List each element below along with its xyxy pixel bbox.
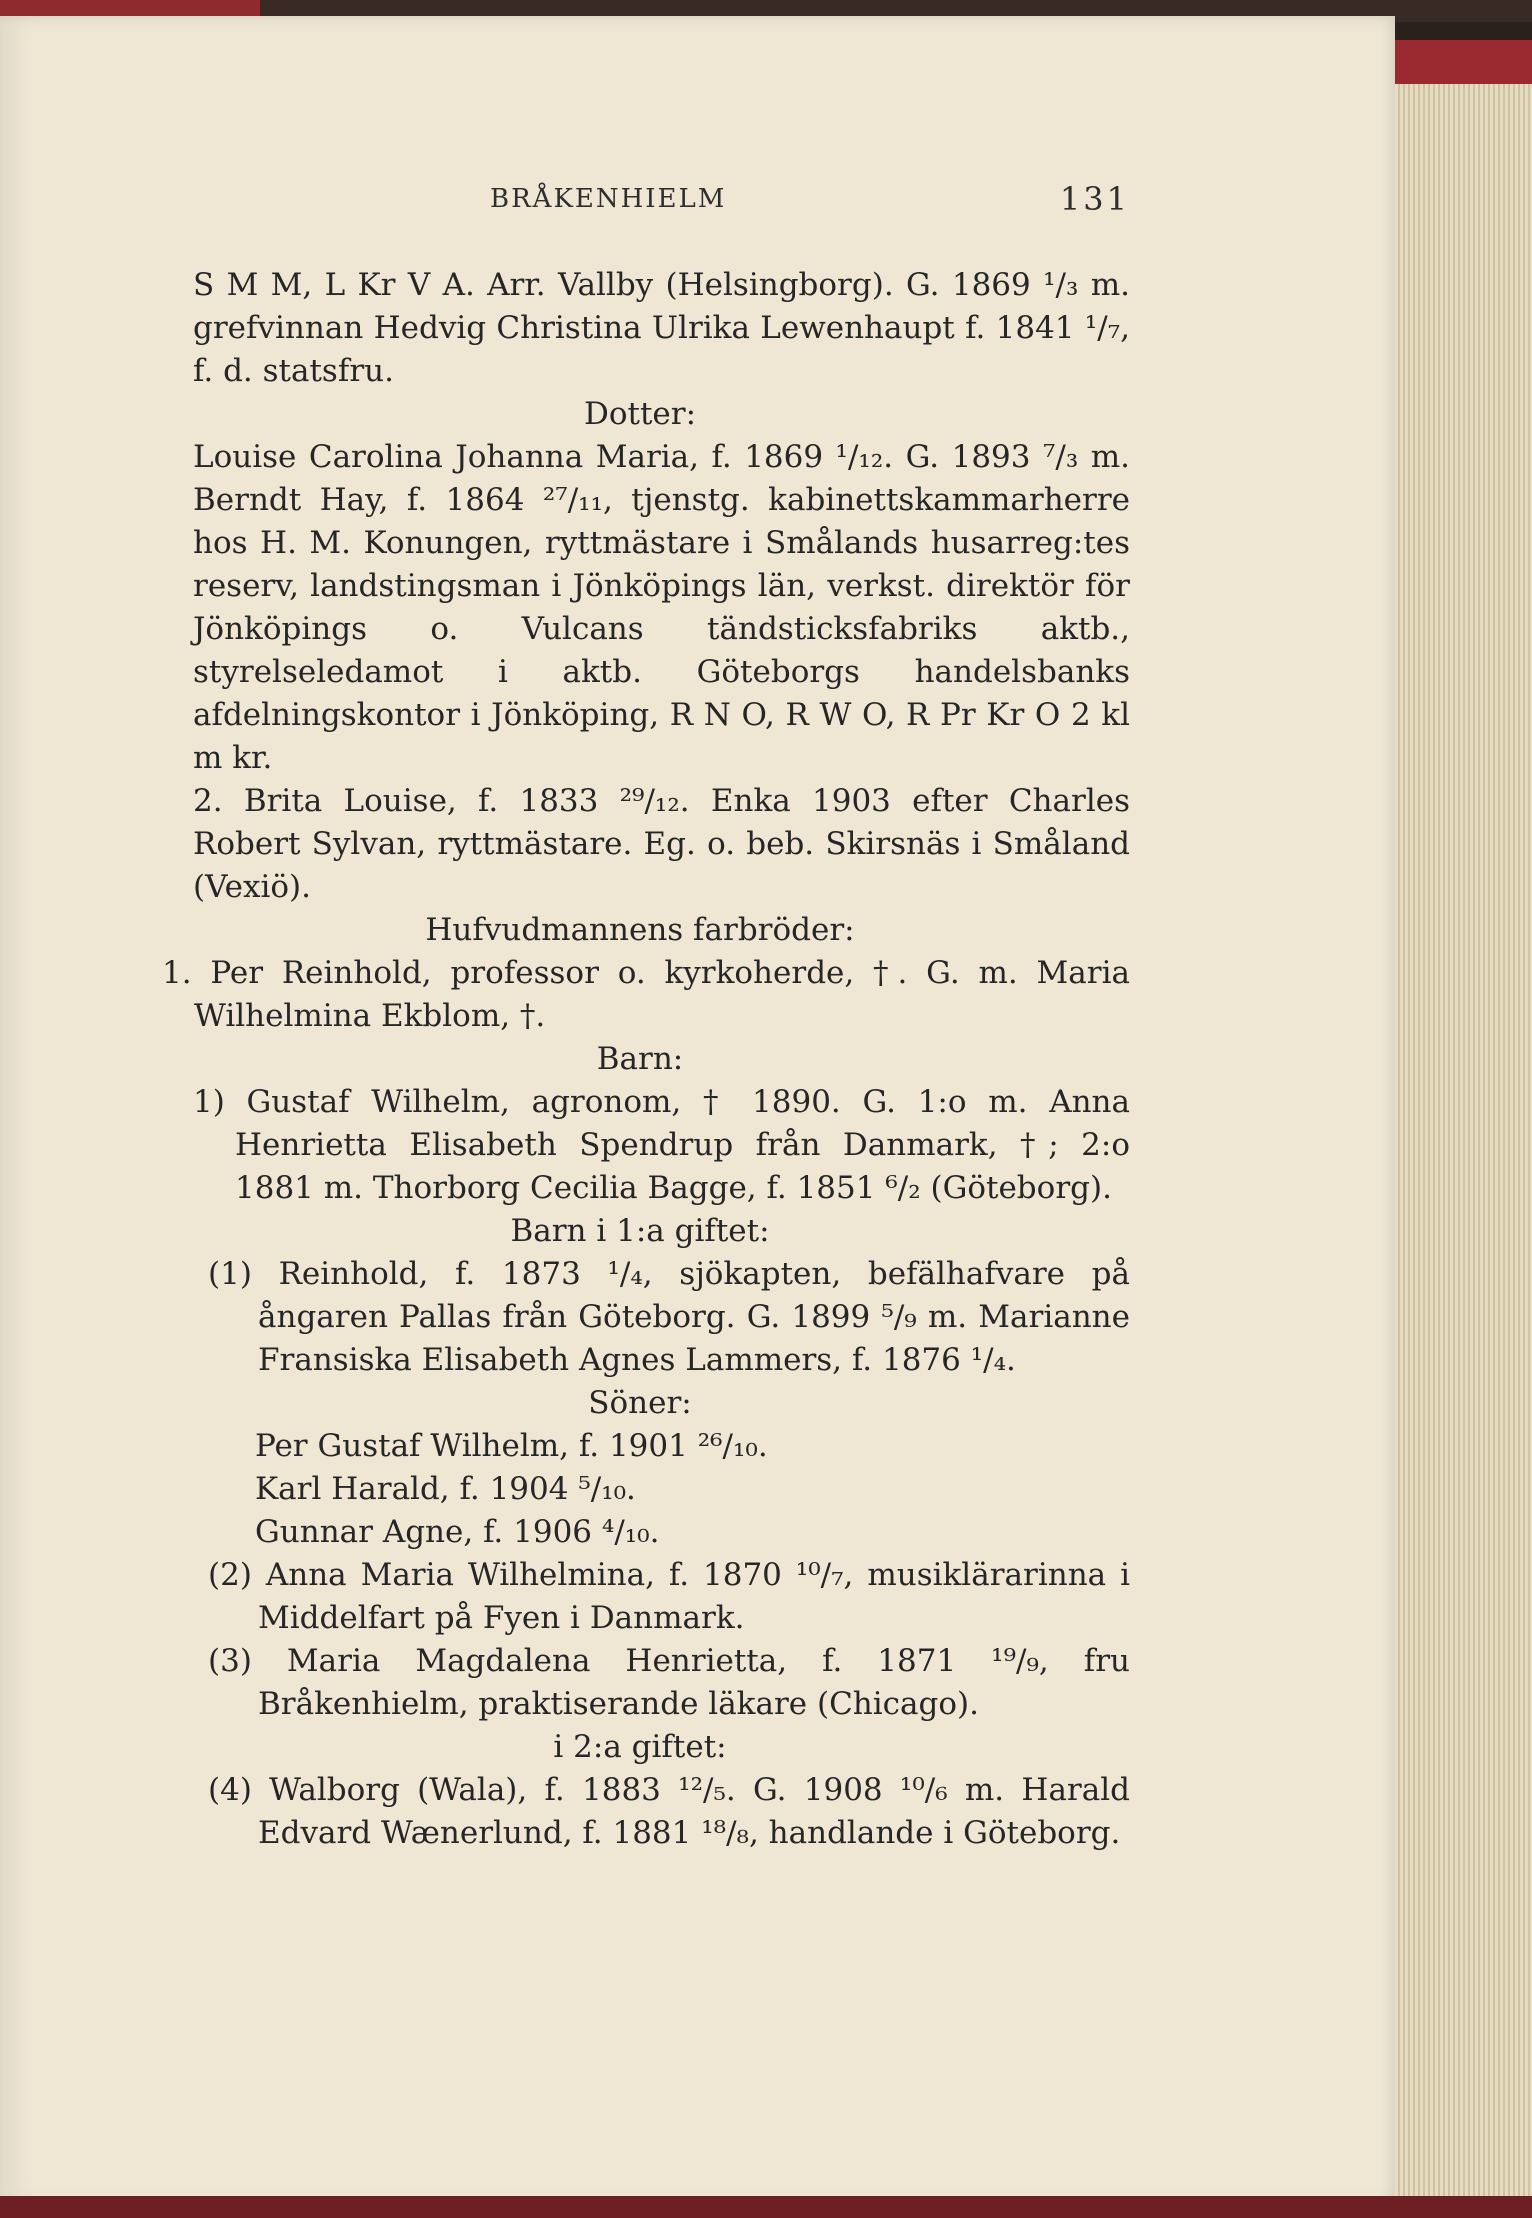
list-item-gunnar-agne: Gunnar Agne, f. 1906 ⁴/₁₀. <box>255 1514 660 1550</box>
list-item-per-gustaf: Per Gustaf Wilhelm, f. 1901 ²⁶/₁₀. <box>255 1428 768 1464</box>
heading-barn: Barn: <box>596 1041 684 1077</box>
list-item-karl-harald: Karl Harald, f. 1904 ⁵/₁₀. <box>255 1471 636 1507</box>
header-title: BRÅKENHIELM <box>490 184 727 214</box>
heading-barn-forsta-giftet: Barn i 1:a giftet: <box>510 1213 770 1249</box>
paragraph-walborg: (4) Walborg (Wala), f. 1883 ¹²/₅. G. 1908 ¹⁰/₆ m. Harald Edvard Wænerlund, f. 1881 ¹⁸/₈, handlande i Göteborg. <box>208 1772 1130 1851</box>
page-edges <box>1395 40 1532 2196</box>
paragraph-brita: 2. Brita Louise, f. 1833 ²⁹/₁₂. Enka 1903 efter Charles Robert Sylvan, ryttmästare. Eg. o. beb. Skirsnäs i Småland (Vexiö). <box>193 783 1130 905</box>
page-edges-red <box>1395 40 1532 84</box>
paragraph-intro: S M M, L Kr V A. Arr. Vallby (Helsingborg). G. 1869 ¹/₃ m. grefvinnan Hedvig Christina Ulrika Lewenhaupt f. 1841 ¹/₇, f. d. statsfru. <box>193 267 1130 389</box>
book-page <box>0 16 1395 2204</box>
heading-dotter: Dotter: <box>583 396 697 432</box>
paragraph-per-reinhold: 1. Per Reinhold, professor o. kyrkoherde, †. G. m. Maria Wilhelmina Ekblom, †. <box>162 955 1130 1034</box>
paragraph-anna-maria: (2) Anna Maria Wilhelmina, f. 1870 ¹⁰/₇, musiklärarinna i Middelfart på Fyen i Danmark. <box>208 1557 1130 1636</box>
paragraph-reinhold: (1) Reinhold, f. 1873 ¹/₄, sjökapten, befälhafvare på ångaren Pallas från Göteborg. G. 1899 ⁵/₉ m. Marianne Fransiska Elisabeth Agnes Lammers, f. 1876 ¹/₄. <box>208 1256 1130 1378</box>
page-number: 131 <box>1059 180 1130 218</box>
heading-soner: Söner: <box>588 1385 692 1421</box>
heading-farbroder: Hufvudmannens farbröder: <box>425 912 855 948</box>
running-header <box>190 180 1130 224</box>
paragraph-gustaf-wilhelm: 1) Gustaf Wilhelm, agronom, † 1890. G. 1:o m. Anna Henrietta Elisabeth Spendrup från Danmark, †; 2:o 1881 m. Thorborg Cecilia Bagge, f. 1851 ⁶/₂ (Göteborg). <box>193 1084 1130 1206</box>
bottom-band <box>0 2196 1532 2218</box>
heading-andra-giftet: i 2:a giftet: <box>553 1729 727 1765</box>
paragraph-louise: Louise Carolina Johanna Maria, f. 1869 ¹/₁₂. G. 1893 ⁷/₃ m. Berndt Hay, f. 1864 ²⁷/₁₁, tjenstg. kabinettskammarherre hos H. M. Konungen, ryttmästare i Smålands husarreg:tes reserv, landstingsman i Jönköpings län, verkst. direktör för Jönköpings o. Vulcans tändsticksfabriks aktb., styrelseledamot i aktb. Göteborgs handelsbanks afdelningskontor i Jönköping, R N O, R W O, R Pr Kr O 2 kl m kr. <box>193 439 1130 776</box>
page-text <box>110 264 1130 1855</box>
paragraph-maria-magdalena: (3) Maria Magdalena Henrietta, f. 1871 ¹⁹/₉, fru Bråkenhielm, praktiserande läkare (Chicago). <box>208 1643 1130 1722</box>
